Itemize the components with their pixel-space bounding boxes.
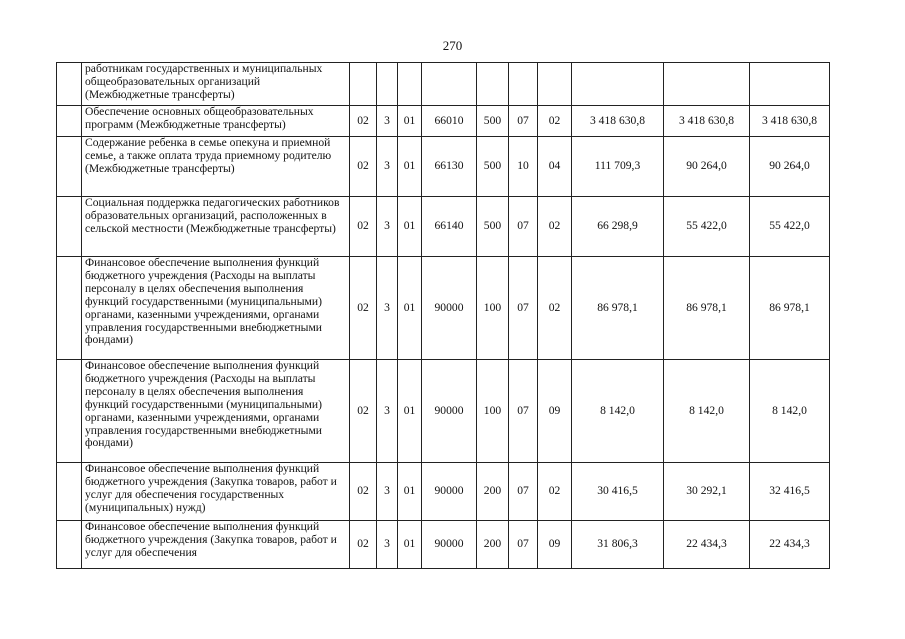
expense-name-cell: Финансовое обеспечение выполнения функций бюджетного учреждения (Закупка товаров, работ и услуг для обеспечения государственных (муниципальных) нужд) [82, 463, 350, 521]
amount-year-3-cell: 3 418 630,8 [750, 106, 830, 137]
code-chapter-cell: 07 [509, 463, 538, 521]
row-index-cell [57, 63, 82, 106]
expense-name-cell: Финансовое обеспечение выполнения функций бюджетного учреждения (Расходы на выплаты персоналу в целях обеспечения выполнения функций государственными (муниципальными) органами, казенными учреждениями, органами управления государственными внебюджетными фондами) [82, 257, 350, 360]
amount-year-2-cell [664, 63, 750, 106]
expense-name-cell: Финансовое обеспечение выполнения функций бюджетного учреждения (Расходы на выплаты персоналу в целях обеспечения выполнения функций государственными (муниципальными) органами, казенными учреждениями, органами управления государственными внебюджетными фондами) [82, 360, 350, 463]
budget-table-body [57, 63, 830, 569]
amount-year-1-cell: 111 709,3 [572, 137, 664, 197]
table-row [57, 197, 830, 257]
code-chapter-cell: 07 [509, 257, 538, 360]
code-expense-type-cell: 500 [477, 106, 509, 137]
table-row [57, 137, 830, 197]
code-sub-1-cell: 3 [377, 360, 398, 463]
code-expense-type-cell: 100 [477, 257, 509, 360]
row-index-cell [57, 360, 82, 463]
code-sub-1-cell [377, 63, 398, 106]
code-sub-2-cell: 01 [398, 106, 422, 137]
amount-year-2-cell: 3 418 630,8 [664, 106, 750, 137]
expense-name-cell: работникам государственных и муниципальных общеобразовательных организаций (Межбюджетные трансферты) [82, 63, 350, 106]
amount-year-3-cell: 22 434,3 [750, 521, 830, 569]
code-expense-type-cell: 500 [477, 197, 509, 257]
amount-year-3-cell: 90 264,0 [750, 137, 830, 197]
page-number: 270 [442, 38, 463, 53]
row-index-cell [57, 197, 82, 257]
amount-year-1-cell: 30 416,5 [572, 463, 664, 521]
amount-year-2-cell: 90 264,0 [664, 137, 750, 197]
code-sub-2-cell: 01 [398, 360, 422, 463]
code-subsection-cell: 02 [538, 197, 572, 257]
code-sub-1-cell: 3 [377, 197, 398, 257]
table-row [57, 521, 830, 569]
code-subsection-cell: 04 [538, 137, 572, 197]
code-sub-1-cell: 3 [377, 521, 398, 569]
code-sub-2-cell: 01 [398, 257, 422, 360]
code-section-cell [350, 63, 377, 106]
table-row [57, 257, 830, 360]
code-expense-type-cell: 200 [477, 463, 509, 521]
row-index-cell [57, 521, 82, 569]
code-chapter-cell: 10 [509, 137, 538, 197]
row-index-cell [57, 463, 82, 521]
code-target-cell [422, 63, 477, 106]
row-index-cell [57, 257, 82, 360]
code-target-cell: 90000 [422, 360, 477, 463]
code-target-cell: 90000 [422, 463, 477, 521]
amount-year-1-cell: 31 806,3 [572, 521, 664, 569]
table-row [57, 360, 830, 463]
code-sub-1-cell: 3 [377, 106, 398, 137]
amount-year-3-cell [750, 63, 830, 106]
code-sub-1-cell: 3 [377, 463, 398, 521]
code-target-cell: 90000 [422, 257, 477, 360]
code-expense-type-cell: 200 [477, 521, 509, 569]
code-subsection-cell: 09 [538, 360, 572, 463]
code-section-cell: 02 [350, 521, 377, 569]
code-section-cell: 02 [350, 360, 377, 463]
amount-year-3-cell: 32 416,5 [750, 463, 830, 521]
code-sub-2-cell: 01 [398, 137, 422, 197]
amount-year-3-cell: 8 142,0 [750, 360, 830, 463]
code-chapter-cell: 07 [509, 521, 538, 569]
code-sub-2-cell: 01 [398, 197, 422, 257]
amount-year-2-cell: 22 434,3 [664, 521, 750, 569]
code-expense-type-cell [477, 63, 509, 106]
row-index-cell [57, 106, 82, 137]
code-section-cell: 02 [350, 257, 377, 360]
code-target-cell: 66140 [422, 197, 477, 257]
amount-year-2-cell: 8 142,0 [664, 360, 750, 463]
code-chapter-cell: 07 [509, 360, 538, 463]
table-row [57, 63, 830, 106]
code-target-cell: 66010 [422, 106, 477, 137]
amount-year-3-cell: 55 422,0 [750, 197, 830, 257]
table-row [57, 106, 830, 137]
amount-year-2-cell: 86 978,1 [664, 257, 750, 360]
budget-table [56, 62, 830, 569]
amount-year-3-cell: 86 978,1 [750, 257, 830, 360]
amount-year-1-cell: 86 978,1 [572, 257, 664, 360]
amount-year-1-cell: 3 418 630,8 [572, 106, 664, 137]
code-chapter-cell: 07 [509, 197, 538, 257]
row-index-cell [57, 137, 82, 197]
code-subsection-cell [538, 63, 572, 106]
code-subsection-cell: 02 [538, 106, 572, 137]
code-chapter-cell [509, 63, 538, 106]
code-section-cell: 02 [350, 197, 377, 257]
code-section-cell: 02 [350, 137, 377, 197]
amount-year-1-cell: 8 142,0 [572, 360, 664, 463]
code-sub-1-cell: 3 [377, 137, 398, 197]
code-sub-1-cell: 3 [377, 257, 398, 360]
code-section-cell: 02 [350, 106, 377, 137]
code-sub-2-cell: 01 [398, 521, 422, 569]
code-subsection-cell: 02 [538, 463, 572, 521]
code-target-cell: 66130 [422, 137, 477, 197]
code-subsection-cell: 09 [538, 521, 572, 569]
table-row [57, 463, 830, 521]
expense-name-cell: Обеспечение основных общеобразовательных программ (Межбюджетные трансферты) [82, 106, 350, 137]
code-target-cell: 90000 [422, 521, 477, 569]
amount-year-2-cell: 55 422,0 [664, 197, 750, 257]
code-section-cell: 02 [350, 463, 377, 521]
code-sub-2-cell [398, 63, 422, 106]
code-sub-2-cell: 01 [398, 463, 422, 521]
amount-year-2-cell: 30 292,1 [664, 463, 750, 521]
amount-year-1-cell: 66 298,9 [572, 197, 664, 257]
expense-name-cell: Социальная поддержка педагогических работников образовательных организаций, расположенных в сельской местности (Межбюджетные трансферты) [82, 197, 350, 257]
code-expense-type-cell: 500 [477, 137, 509, 197]
code-expense-type-cell: 100 [477, 360, 509, 463]
amount-year-1-cell [572, 63, 664, 106]
code-subsection-cell: 02 [538, 257, 572, 360]
code-chapter-cell: 07 [509, 106, 538, 137]
expense-name-cell: Финансовое обеспечение выполнения функций бюджетного учреждения (Закупка товаров, работ и услуг для обеспечения [82, 521, 350, 569]
expense-name-cell: Содержание ребенка в семье опекуна и приемной семье, а также оплата труда приемному родителю (Межбюджетные трансферты) [82, 137, 350, 197]
